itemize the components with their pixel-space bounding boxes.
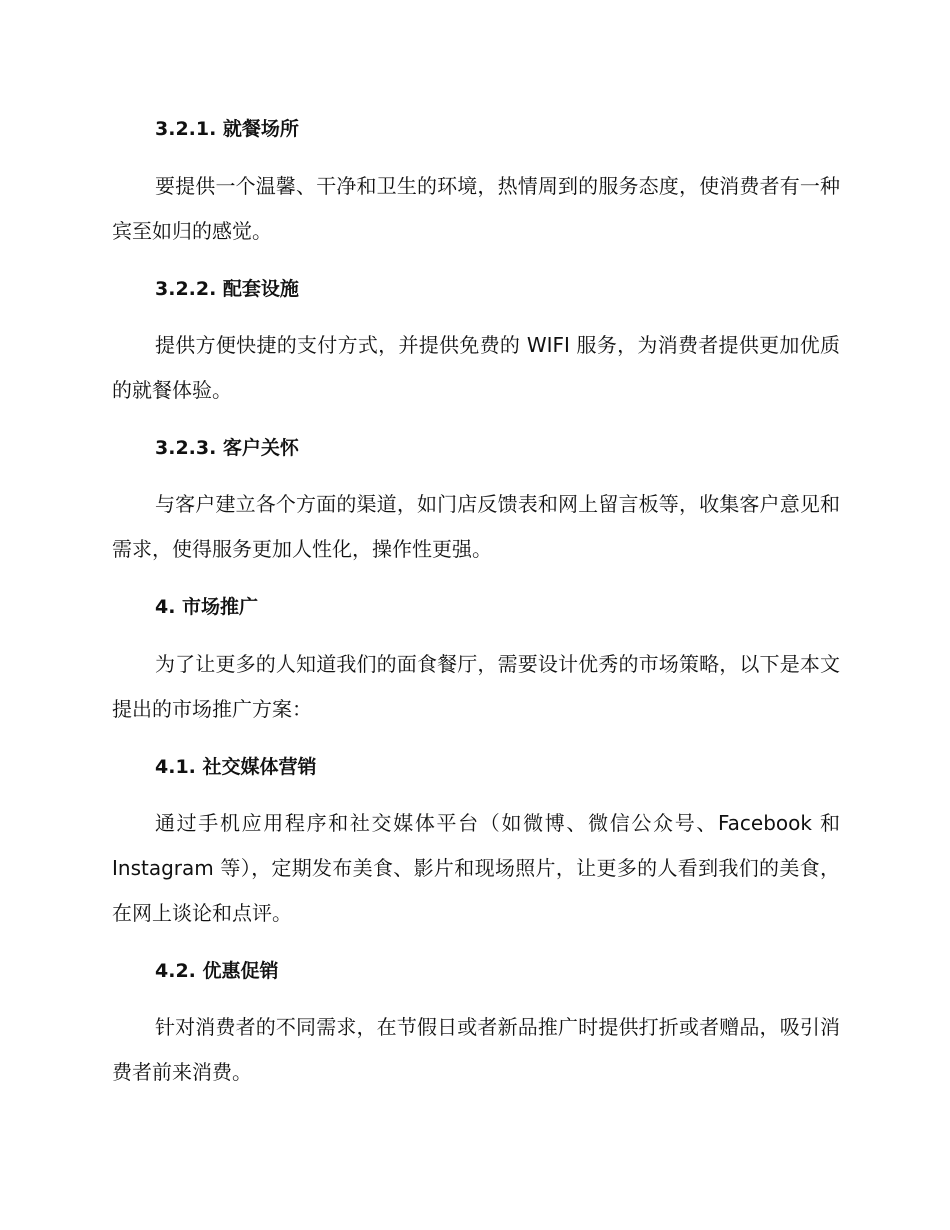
- section-heading-3-2-2: 3.2.2. 配套设施: [155, 278, 299, 300]
- section-body-3-2-1: 要提供一个温馨、干净和卫生的环境，热情周到的服务态度，使消费者有一种宾至如归的感觉。: [112, 174, 840, 243]
- section-heading-4: 4. 市场推广: [155, 596, 259, 618]
- section-body-3-2-3: 与客户建立各个方面的渠道，如门店反馈表和网上留言板等，收集客户意见和需求，使得服务更加人性化，操作性更强。: [112, 492, 840, 561]
- section-body-4-1: 通过手机应用程序和社交媒体平台（如微博、微信公众号、Facebook 和 Instagram 等），定期发布美食、影片和现场照片，让更多的人看到我们的美食，在网上谈论和点评。: [112, 811, 840, 925]
- section-body-3-2-2: 提供方便快捷的支付方式，并提供免费的 WIFI 服务，为消费者提供更加优质的就餐体验。: [112, 333, 840, 402]
- section-heading-4-1: 4.1. 社交媒体营销: [155, 756, 317, 778]
- section-body-4-2: 针对消费者的不同需求，在节假日或者新品推广时提供打折或者赠品，吸引消费者前来消费。: [112, 1015, 840, 1084]
- section-heading-3-2-1: 3.2.1. 就餐场所: [155, 118, 299, 140]
- section-body-4: 为了让更多的人知道我们的面食餐厅，需要设计优秀的市场策略，以下是本文提出的市场推广方案：: [112, 652, 840, 721]
- section-heading-3-2-3: 3.2.3. 客户关怀: [155, 437, 299, 459]
- section-heading-4-2: 4.2. 优惠促销: [155, 960, 279, 982]
